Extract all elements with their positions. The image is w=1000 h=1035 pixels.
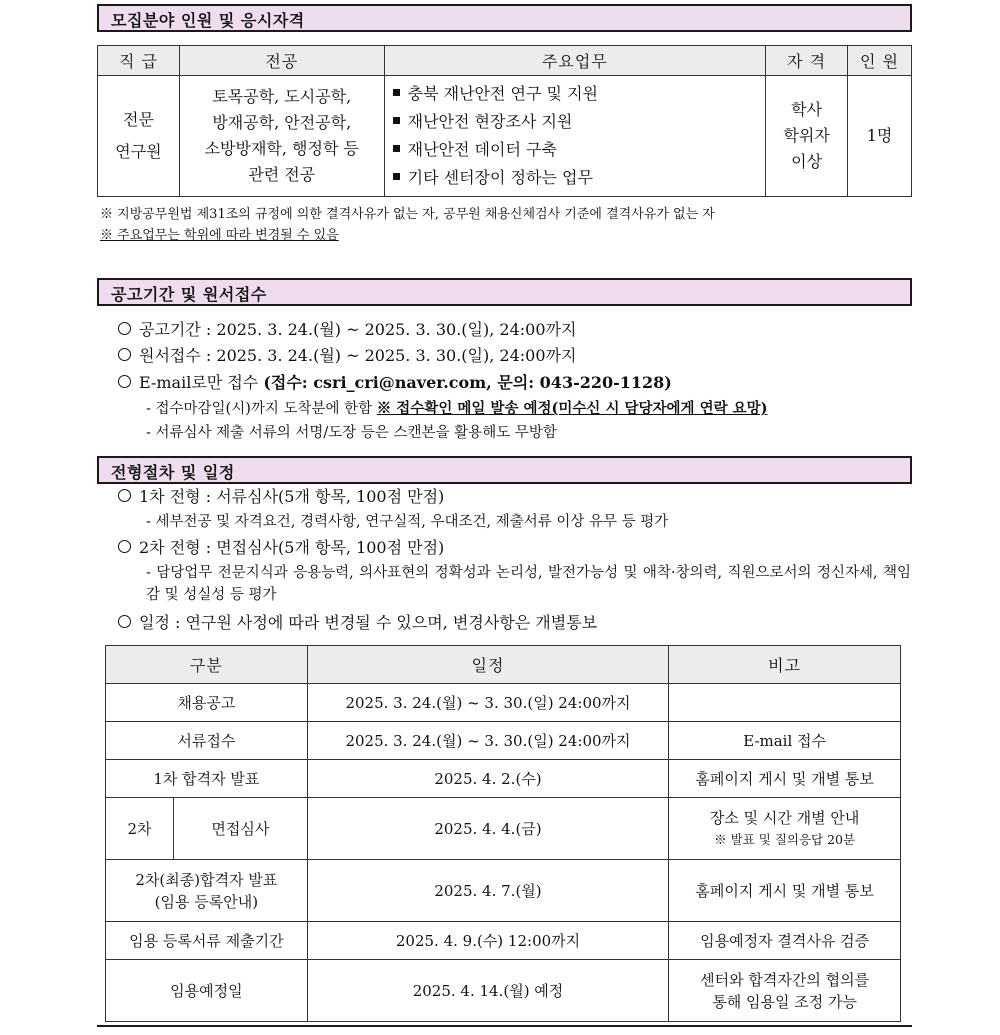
row-note: 홈페이지 게시 및 개별 통보 — [669, 860, 901, 922]
table-row — [106, 760, 901, 798]
grade-line1: 전문 — [122, 110, 154, 129]
schedule-table — [105, 645, 901, 1022]
qualification-line: 학위자 — [783, 126, 830, 145]
row-label: 임용 등록서류 제출기간 — [106, 922, 308, 960]
col-schedule: 일정 — [307, 646, 669, 684]
note-main: 장소 및 시간 개별 안내 — [709, 808, 860, 827]
col-grade: 직 급 — [98, 46, 180, 76]
row-note — [669, 960, 901, 1022]
application-receipt: 원서접수 : 2025. 3. 24.(월) ~ 2025. 3. 30.(일), 24:00까지 — [118, 345, 576, 367]
row-note — [669, 684, 901, 722]
col-major: 전공 — [179, 46, 384, 76]
row-label-stage: 2차 — [106, 798, 174, 860]
duty-item: 재난안전 데이터 구축 — [393, 136, 758, 164]
circle-bullet-icon — [118, 322, 131, 335]
application-section-header: 공고기간 및 원서접수 — [97, 278, 912, 306]
schedule-note: 일정 : 연구원 사정에 따라 변경될 수 있으며, 변경사항은 개별통보 — [118, 612, 597, 634]
qualification-cell — [766, 76, 848, 197]
table-row — [106, 722, 901, 760]
step2: 2차 전형 : 면접심사(5개 항목, 100점 만점) — [118, 537, 444, 559]
row-note: 임용예정자 결격사유 검증 — [669, 922, 901, 960]
row-note — [669, 798, 901, 860]
recruitment-section-header: 모집분야 인원 및 응시자격 — [97, 4, 912, 32]
circle-bullet-icon — [118, 615, 131, 628]
col-category: 구분 — [106, 646, 308, 684]
qualification-line: 이상 — [791, 152, 823, 171]
duty-item: 재난안전 현장조사 지원 — [393, 108, 758, 136]
qualification-line: 학사 — [791, 100, 823, 119]
row-date: 2025. 4. 14.(월) 예정 — [307, 960, 669, 1022]
duties-note: ※ 주요업무는 학위에 따라 변경될 수 있음 — [100, 228, 339, 243]
row-label: 서류접수 — [106, 722, 308, 760]
row-date: 2025. 4. 7.(월) — [307, 860, 669, 922]
table-row — [106, 922, 901, 960]
square-bullet-icon — [393, 145, 400, 152]
table-row — [106, 798, 901, 860]
process-section-header: 전형절차 및 일정 — [97, 456, 912, 484]
col-remarks: 비고 — [669, 646, 901, 684]
row-label — [106, 860, 308, 922]
label-line1: 2차(최종)합격자 발표 — [135, 870, 278, 889]
major-line: 방재공학, 안전공학, — [212, 113, 352, 132]
row-date: 2025. 4. 2.(수) — [307, 760, 669, 798]
table-row — [106, 960, 901, 1022]
square-bullet-icon — [393, 117, 400, 124]
row-note: E-mail 접수 — [669, 722, 901, 760]
note-line1: 센터와 합격자간의 협의를 — [700, 970, 870, 989]
eligibility-note: ※ 지방공무원법 제31조의 규정에 의한 결격사유가 없는 자, 공무원 채용신체검사 기준에 결격사유가 없는 자 — [100, 207, 715, 222]
step2-detail: - 담당업무 전문지식과 응용능력, 의사표현의 정확성과 논리성, 발전가능성 및 애착·창의력, 직원으로서의 정신자세, 책임감 및 성실성 등 평가 — [146, 565, 911, 603]
major-line: 소방방재학, 행정학 등 — [204, 139, 359, 158]
grade-cell — [98, 76, 180, 197]
duties-cell — [384, 76, 766, 197]
step1-detail: - 세부전공 및 자격요건, 경력사항, 연구실적, 우대조건, 제출서류 이상 유무 등 평가 — [146, 514, 669, 530]
major-cell — [179, 76, 384, 197]
major-line: 관련 전공 — [248, 165, 316, 184]
recruitment-table — [97, 45, 912, 197]
col-count: 인 원 — [848, 46, 912, 76]
duty-item: 충북 재난안전 연구 및 지원 — [393, 80, 758, 108]
table-row — [106, 860, 901, 922]
row-label: 임용예정일 — [106, 960, 308, 1022]
grade-line2: 연구원 — [115, 142, 162, 161]
announcement-period: 공고기간 : 2025. 3. 24.(월) ~ 2025. 3. 30.(일), 24:00까지 — [118, 319, 576, 341]
note-line2: 통해 임용일 조정 가능 — [712, 992, 857, 1011]
circle-bullet-icon — [118, 489, 131, 502]
square-bullet-icon — [393, 173, 400, 180]
row-label-sub: 면접심사 — [173, 798, 307, 860]
count-cell: 1명 — [848, 76, 912, 197]
circle-bullet-icon — [118, 375, 131, 388]
row-date: 2025. 3. 24.(월) ~ 3. 30.(일) 24:00까지 — [307, 684, 669, 722]
circle-bullet-icon — [118, 540, 131, 553]
scan-note: - 서류심사 제출 서류의 서명/도장 등은 스캔본을 활용해도 무방함 — [146, 425, 557, 441]
col-duties: 주요업무 — [384, 46, 766, 76]
major-line: 토목공학, 도시공학, — [212, 87, 352, 106]
row-date: 2025. 3. 24.(월) ~ 3. 30.(일) 24:00까지 — [307, 722, 669, 760]
deadline-note: - 접수마감일(시)까지 도착분에 한함 ※ 접수확인 메일 발송 예정(미수신 시 담당자에게 연락 요망) — [146, 400, 768, 417]
note-small: ※ 발표 및 질의응답 20분 — [714, 831, 856, 847]
email-contact: (접수: csri_cri@naver.com, 문의: 043-220-1128) — [263, 373, 672, 392]
email-receipt: E-mail로만 접수 (접수: csri_cri@naver.com, 문의: 043-220-1128) — [118, 372, 672, 394]
row-note: 홈페이지 게시 및 개별 통보 — [669, 760, 901, 798]
row-label: 채용공고 — [106, 684, 308, 722]
circle-bullet-icon — [118, 348, 131, 361]
table-row — [106, 684, 901, 722]
bottom-divider — [97, 1025, 912, 1027]
row-date: 2025. 4. 4.(금) — [307, 798, 669, 860]
row-date: 2025. 4. 9.(수) 12:00까지 — [307, 922, 669, 960]
square-bullet-icon — [393, 89, 400, 96]
row-label: 1차 합격자 발표 — [106, 760, 308, 798]
confirmation-mail-note: ※ 접수확인 메일 발송 예정(미수신 시 담당자에게 연락 요망) — [376, 400, 768, 417]
col-qualification: 자 격 — [766, 46, 848, 76]
duty-item: 기타 센터장이 정하는 업무 — [393, 164, 758, 192]
step1: 1차 전형 : 서류심사(5개 항목, 100점 만점) — [118, 486, 444, 508]
label-line2: (임용 등록안내) — [154, 892, 259, 911]
